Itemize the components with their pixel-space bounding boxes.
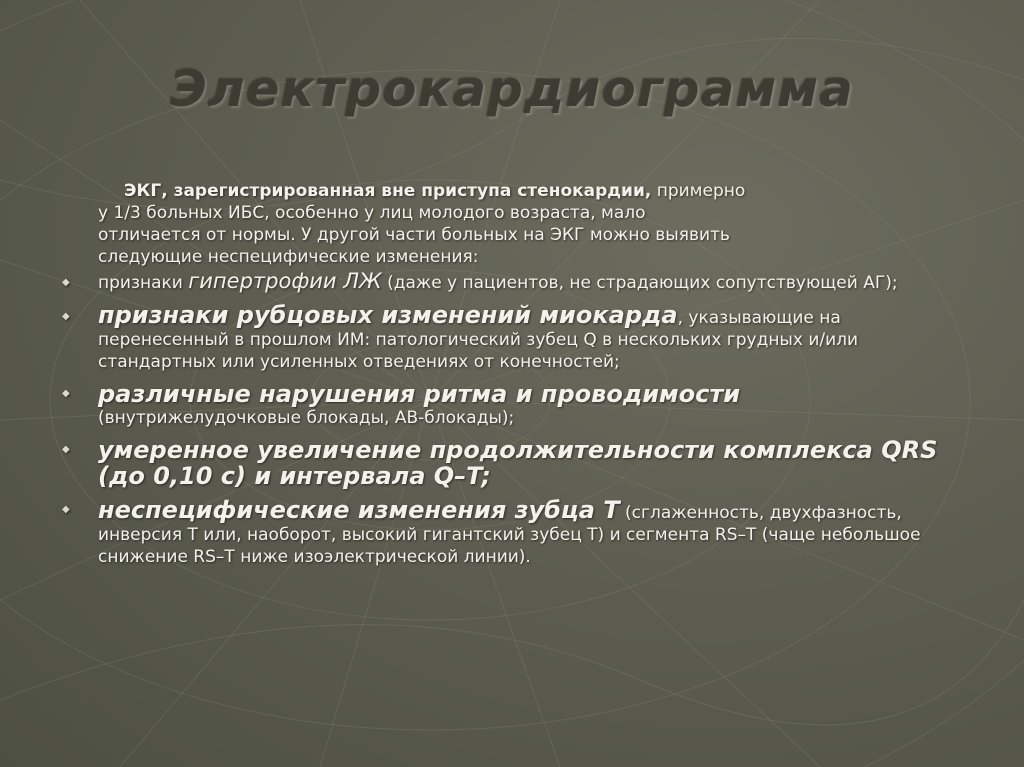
slide-content [62, 180, 962, 576]
bullet-item-3 [62, 381, 962, 429]
bullet-item-5 [62, 497, 962, 568]
intro-paragraph [62, 180, 962, 268]
intro-line-4: следующие неспецифические изменения: [98, 247, 479, 267]
diamond-bullet-icon: ◆ [62, 504, 70, 515]
bullet-item-1 [62, 270, 962, 294]
bullet-1-pre: признаки [98, 273, 189, 293]
bullet-item-2 [62, 302, 962, 373]
diamond-bullet-icon: ◆ [62, 311, 70, 322]
intro-line-3: отличается от нормы. У другой части больных на ЭКГ можно выявить [98, 225, 730, 245]
bullet-5-emph: неспецифические изменения зубца T [98, 496, 620, 524]
bullet-2-emph: признаки рубцовых изменений миокарда [98, 301, 678, 329]
bullet-3-post: (внутрижелудочковые блокады, АВ-блокады); [98, 408, 515, 428]
diamond-bullet-icon: ◆ [62, 277, 70, 288]
bullet-2-post: , указывающие на перенесенный в прошлом ИМ: патологический зубец Q в нескольких грудных и/или стандартных или усиленных отведениях от конечностей; [98, 308, 859, 372]
intro-line-2: у 1/3 больных ИБС, особенно у лиц молодого возраста, мало [98, 203, 646, 223]
bullet-item-4 [62, 437, 962, 489]
bullet-5-post: (сглаженность, двухфазность, инверсия T или, наоборот, высокий гигантский зубец T) и сегмента RS–T (чаще небольшое снижение RS–T ниже изоэлектрической линии). [98, 503, 921, 567]
bullet-1-post: (даже у пациентов, не страдающих сопутствующей АГ); [381, 273, 898, 293]
intro-line-1 [124, 180, 962, 202]
intro-lead: ЭКГ, зарегистрированная вне приступа стенокардии, [124, 181, 652, 201]
bullet-3-emph: различные нарушения ритма и проводимости [98, 380, 741, 408]
bullet-1-emph: гипертрофии ЛЖ [188, 269, 382, 293]
intro-rest: примерно [651, 181, 746, 201]
diamond-bullet-icon: ◆ [62, 444, 70, 455]
bullet-4-emph: умеренное увеличение продолжительности комплекса QRS (до 0,10 с) и интервала Q–T; [98, 436, 938, 490]
diamond-bullet-icon: ◆ [62, 388, 70, 399]
slide-title: Электрокардиограмма [170, 60, 854, 118]
